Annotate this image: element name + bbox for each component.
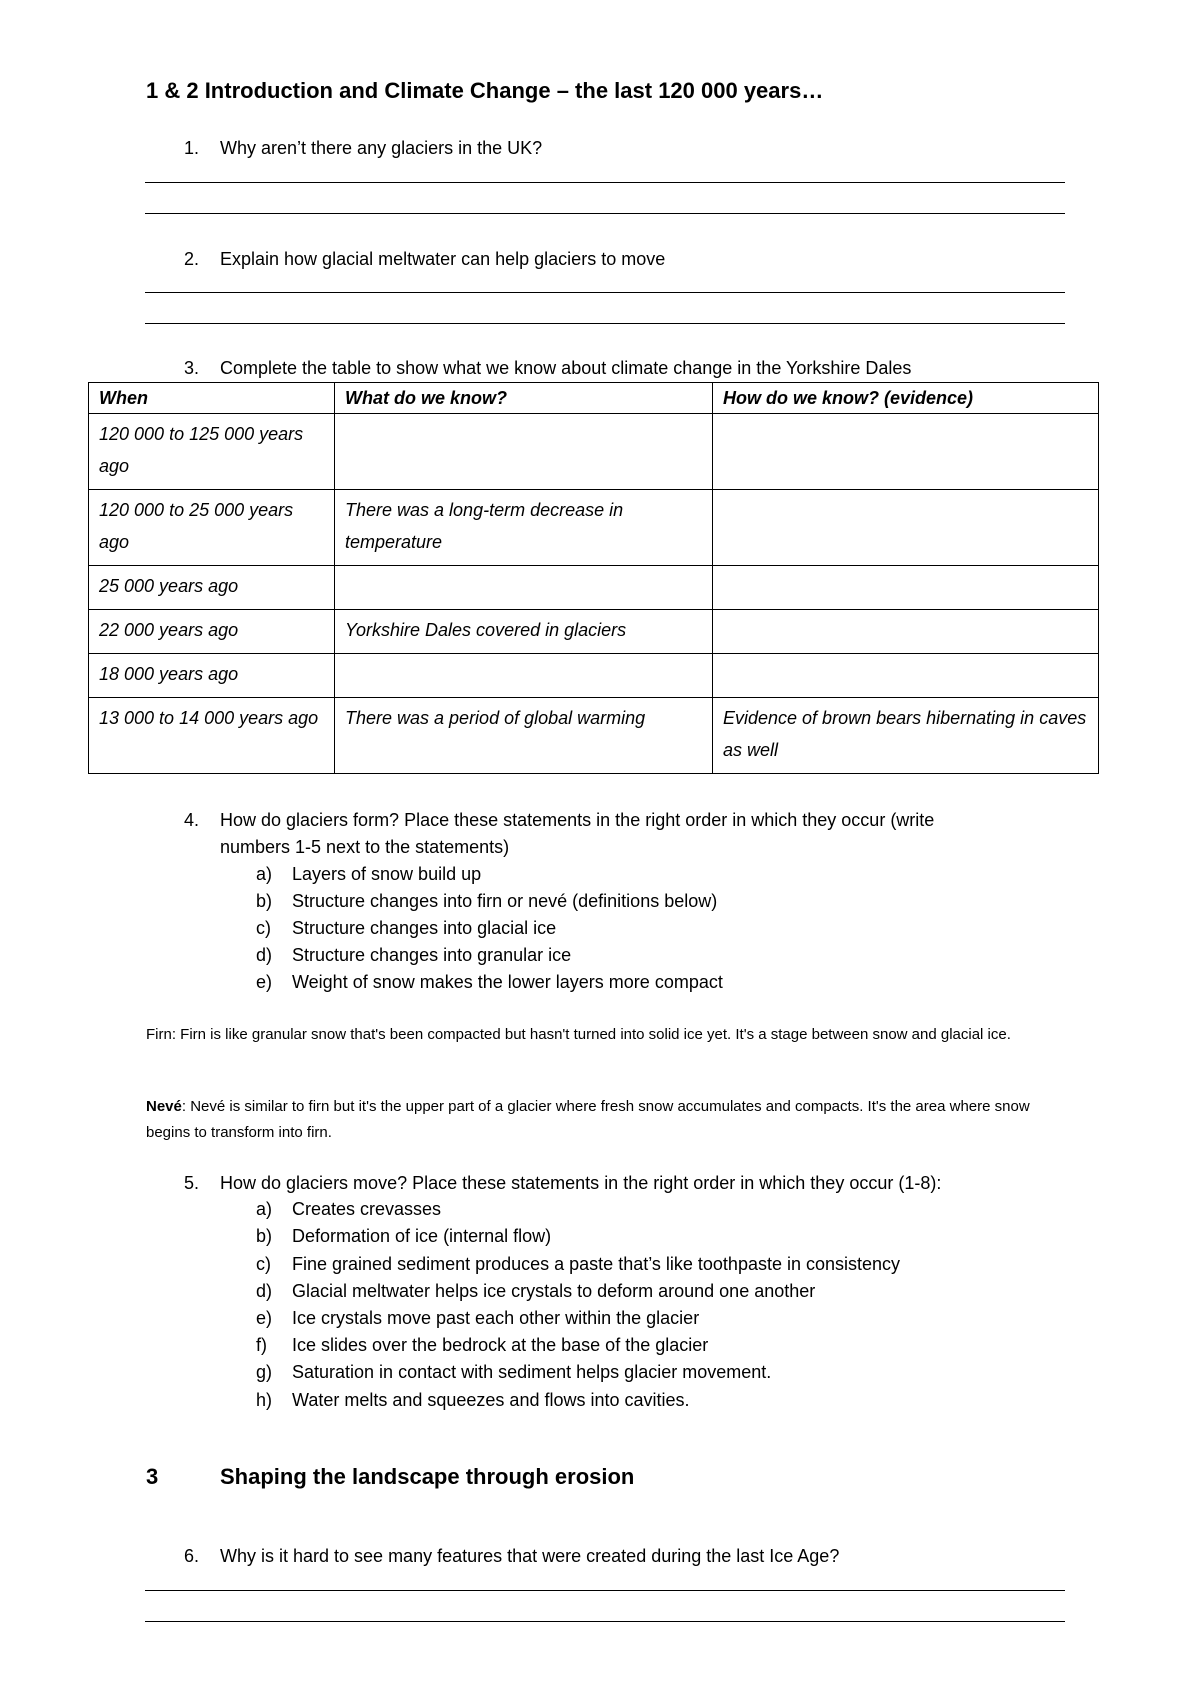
table-row (89, 610, 1099, 654)
section-3-title: Shaping the landscape through erosion (220, 1464, 635, 1489)
question-text-continued: numbers 1-5 next to the statements) (220, 837, 510, 857)
answer-line[interactable] (145, 1621, 1065, 1622)
table-header-what: What do we know? (335, 383, 713, 414)
table-cell-what: There was a period of global warming (335, 698, 713, 774)
question-number: 3. (184, 358, 200, 378)
question-number: 4. (184, 810, 200, 830)
table-header-when: When (89, 383, 335, 414)
question-number: 6. (184, 1546, 200, 1566)
question-text: Explain how glacial meltwater can help glaciers to move (220, 249, 666, 269)
definition-term: Nevé (146, 1098, 182, 1115)
section-1-2-title: 1 & 2 Introduction and Climate Change – the last 120 000 years… (146, 78, 824, 103)
list-item: c) Fine grained sediment produces a paste that’s like toothpaste in consistency (256, 1254, 901, 1274)
list-item: b) Deformation of ice (internal flow) (256, 1226, 552, 1246)
section-3-number: 3 (146, 1464, 159, 1489)
table-row (89, 654, 1099, 698)
question-1 (0, 136, 1200, 160)
list-item: a) Creates crevasses (256, 1199, 442, 1219)
table-row (89, 414, 1099, 490)
table-cell-when: 120 000 to 125 000 years ago (89, 414, 335, 490)
table-cell-evidence: Evidence of brown bears hibernating in caves as well (713, 698, 1099, 774)
list-item: d) Glacial meltwater helps ice crystals to deform around one another (256, 1281, 816, 1301)
question-text: Why aren’t there any glaciers in the UK? (220, 138, 543, 158)
answer-line[interactable] (145, 292, 1065, 293)
table-cell-what[interactable] (335, 654, 713, 698)
list-item: d) Structure changes into granular ice (256, 945, 572, 965)
question-number: 5. (184, 1173, 200, 1193)
table-cell-evidence[interactable] (713, 490, 1099, 566)
definition-firn (146, 1022, 1066, 1048)
question-3 (0, 356, 1200, 380)
list-item: a) Layers of snow build up (256, 864, 482, 884)
question-4 (0, 808, 1200, 856)
climate-change-table (88, 382, 1099, 774)
table-cell-what[interactable] (335, 414, 713, 490)
table-header-evidence: How do we know? (evidence) (713, 383, 1099, 414)
question-6 (0, 1544, 1200, 1568)
list-item: g) Saturation in contact with sediment helps glacier movement. (256, 1362, 772, 1382)
table-cell-what: There was a long-term decrease in temperature (335, 490, 713, 566)
question-text: How do glaciers move? Place these statements in the right order in which they occur (1-8): (220, 1173, 942, 1193)
question-5 (0, 1171, 1200, 1195)
table-header-row (89, 383, 1099, 414)
table-row (89, 698, 1099, 774)
definition-text: : Nevé is similar to firn but it's the upper part of a glacier where fresh snow accumulates and compacts. It's the area where snow begins to transform into firn. (146, 1098, 1030, 1141)
answer-line[interactable] (145, 182, 1065, 183)
question-text: How do glaciers form? Place these statements in the right order in which they occur (write (220, 810, 935, 830)
definition-neve (146, 1094, 1066, 1146)
table-cell-when: 25 000 years ago (89, 566, 335, 610)
table-cell-when: 120 000 to 25 000 years ago (89, 490, 335, 566)
list-item: h) Water melts and squeezes and flows into cavities. (256, 1390, 690, 1410)
question-2 (0, 247, 1200, 271)
table-row (89, 566, 1099, 610)
list-item: c) Structure changes into glacial ice (256, 918, 557, 938)
question-number: 1. (184, 138, 200, 158)
table-cell-when: 13 000 to 14 000 years ago (89, 698, 335, 774)
question-number: 2. (184, 249, 200, 269)
table-cell-when: 18 000 years ago (89, 654, 335, 698)
table-cell-what: Yorkshire Dales covered in glaciers (335, 610, 713, 654)
table-cell-evidence[interactable] (713, 654, 1099, 698)
list-item: b) Structure changes into firn or nevé (definitions below) (256, 891, 718, 911)
definition-text: : Firn is like granular snow that's been compacted but hasn't turned into solid ice yet. It's a stage between snow and glacial ice. (171, 1026, 1011, 1043)
question-text: Complete the table to show what we know about climate change in the Yorkshire Dales (220, 358, 912, 378)
answer-line[interactable] (145, 323, 1065, 324)
table-cell-evidence[interactable] (713, 414, 1099, 490)
answer-line[interactable] (145, 213, 1065, 214)
list-item: f) Ice slides over the bedrock at the base of the glacier (256, 1335, 709, 1355)
table-cell-evidence[interactable] (713, 610, 1099, 654)
answer-line[interactable] (145, 1590, 1065, 1591)
table-cell-what[interactable] (335, 566, 713, 610)
table-cell-when: 22 000 years ago (89, 610, 335, 654)
definition-term: Firn (146, 1026, 172, 1043)
list-item: e) Ice crystals move past each other within the glacier (256, 1308, 700, 1328)
table-row (89, 490, 1099, 566)
list-item: e) Weight of snow makes the lower layers more compact (256, 972, 723, 992)
table-cell-evidence[interactable] (713, 566, 1099, 610)
question-text: Why is it hard to see many features that were created during the last Ice Age? (220, 1546, 840, 1566)
